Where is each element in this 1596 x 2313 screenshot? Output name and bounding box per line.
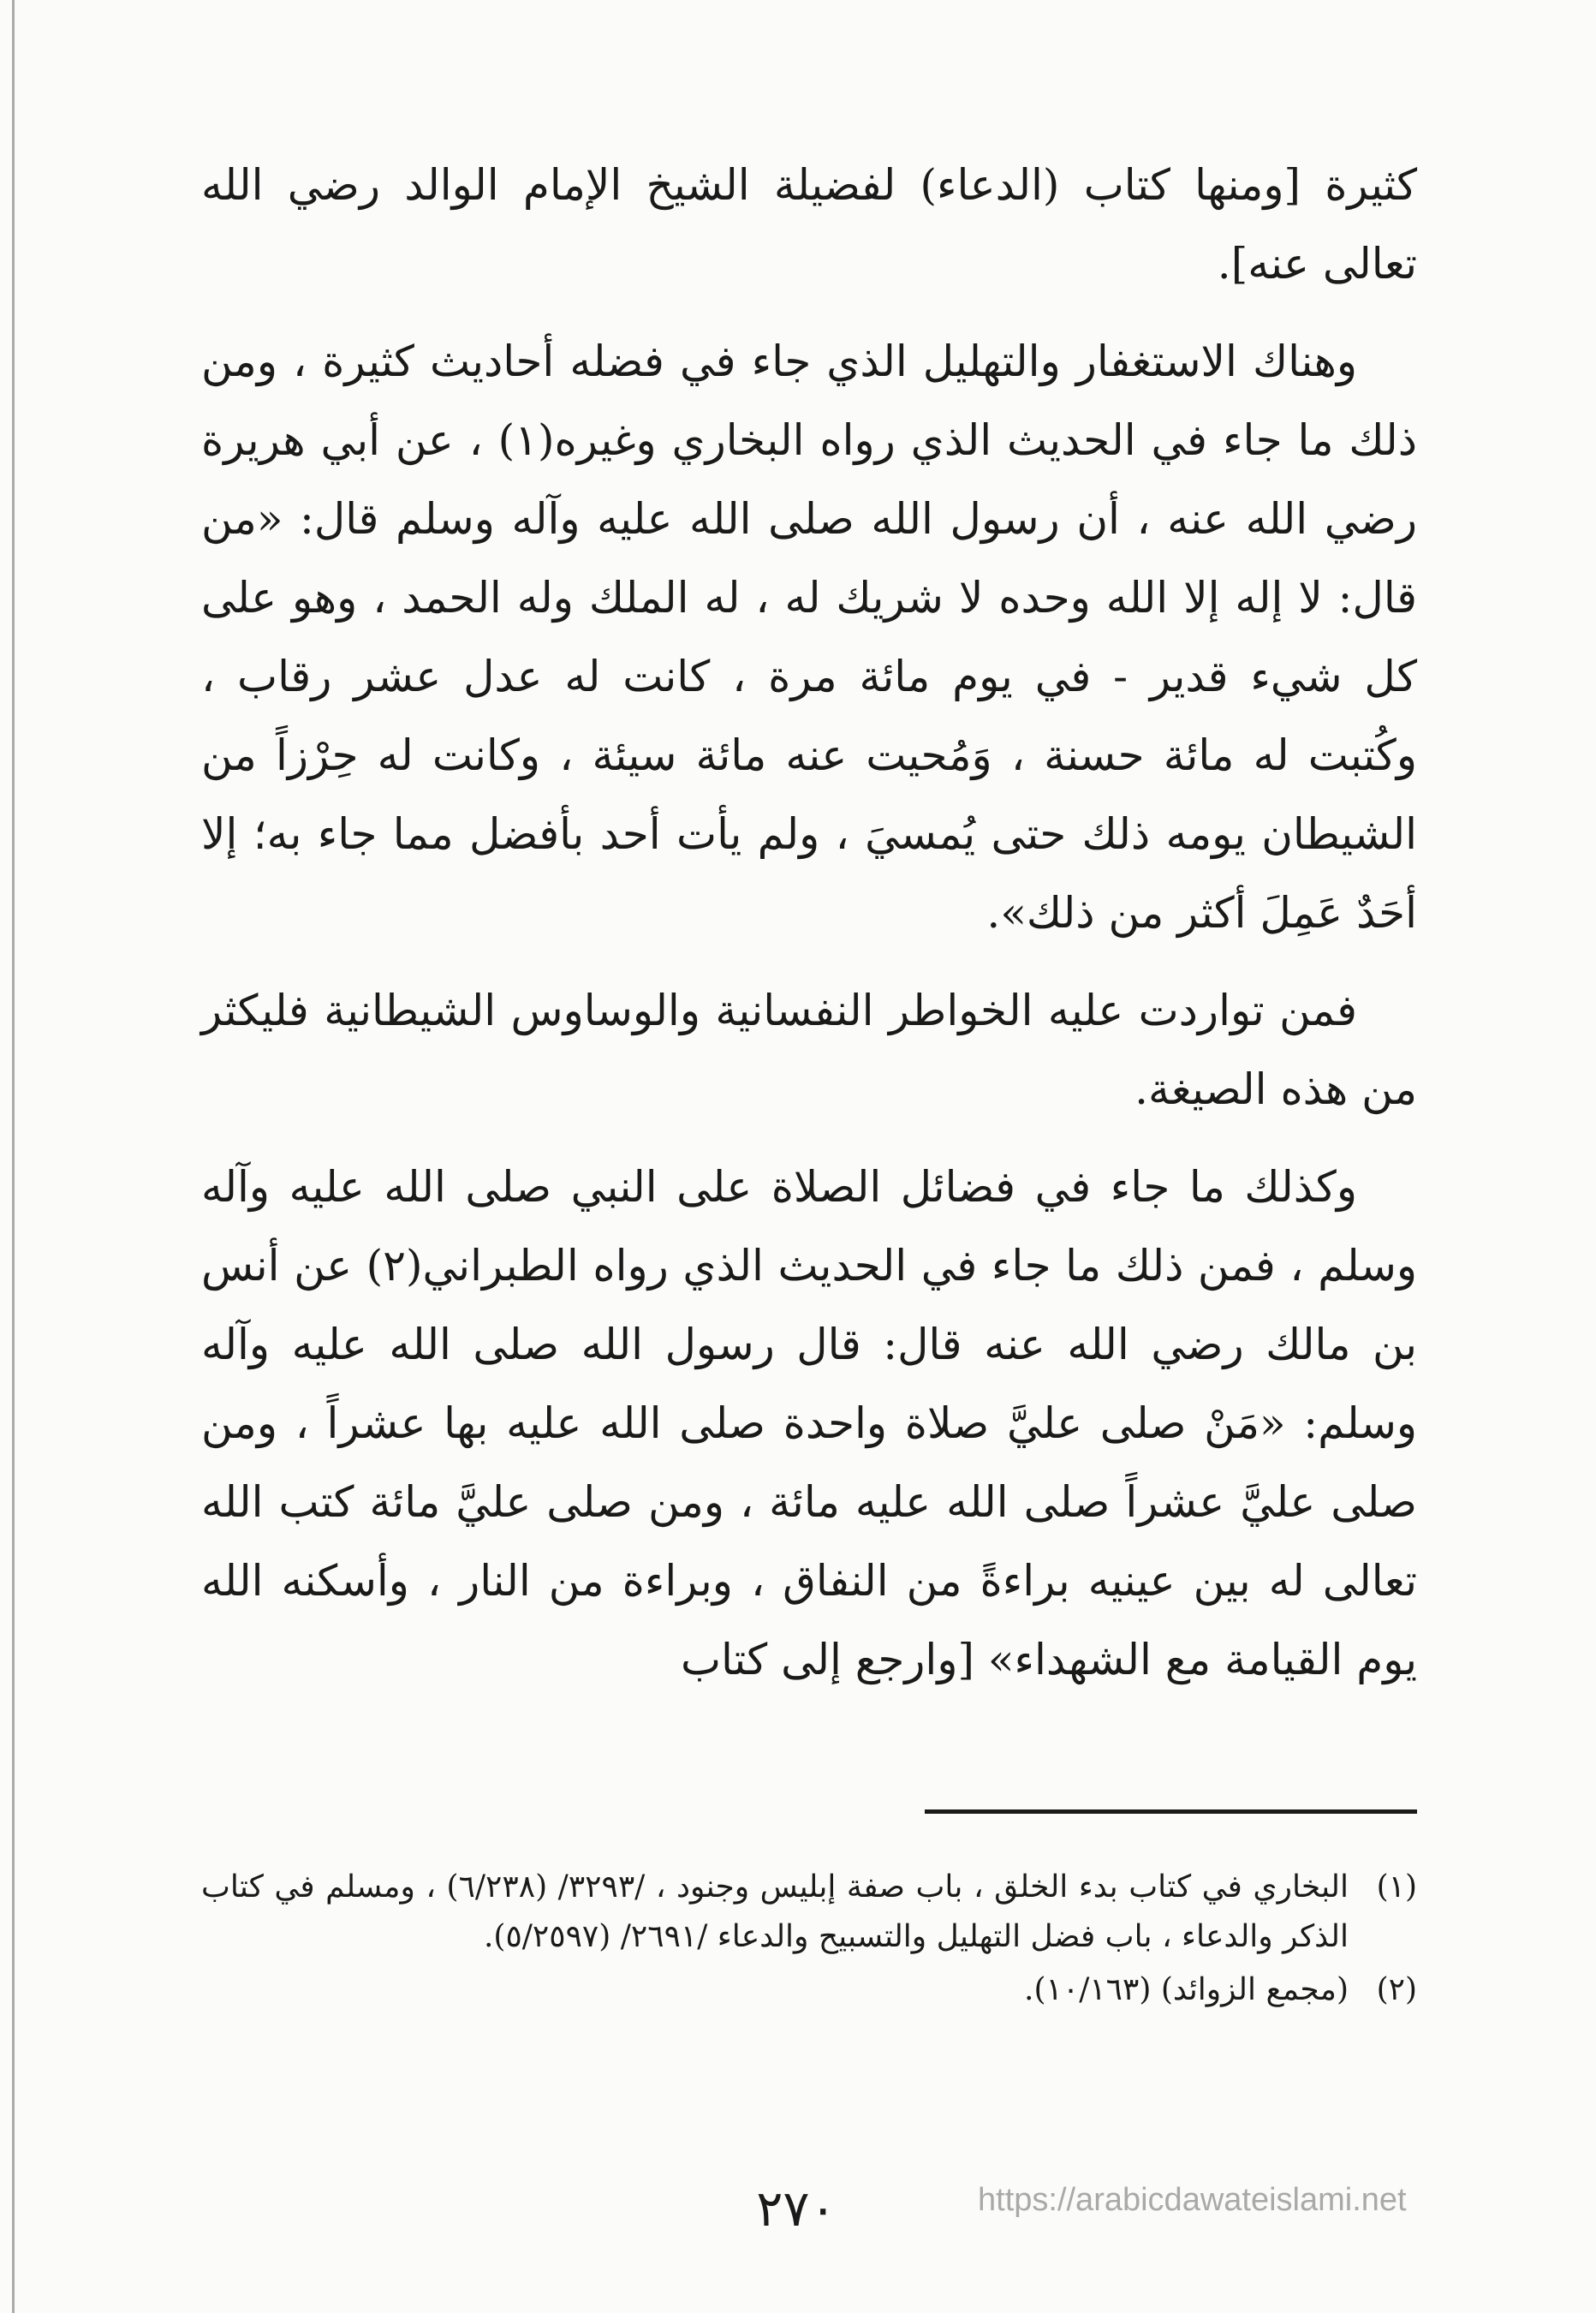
footnotes [201, 1863, 1417, 2018]
footnote-number: (٢) [1376, 1972, 1417, 2007]
paragraph-1 [201, 146, 1417, 303]
paragraph-text: وهناك الاستغفار والتهليل الذي جاء في فضله أحاديث كثيرة ، ومن ذلك ما جاء في الحديث الذي رواه البخاري وغيره(١) ، عن أبي هريرة رضي الله عنه ، أن رسول الله صلى الله عليه وآله وسلم قال: «من قال: لا إله إلا الله وحده لا شريك له ، له الملك وله الحمد ، وهو على كل شيء قدير - في يوم مائة مرة ، كانت له عدل عشر رقاب ، وكُتبت له مائة حسنة ، وَمُحيت عنه مائة سيئة ، وكانت له حِرْزاً من الشيطان يومه ذلك حتى يُمسيَ ، ولم يأت أحد بأفضل مما جاء به؛ إلا أحَدٌ عَمِلَ أكثر من ذلك». [201, 337, 1417, 938]
paragraph-3 [201, 971, 1417, 1129]
main-text [201, 146, 1417, 1699]
paragraph-text: وكذلك ما جاء في فضائل الصلاة على النبي صلى الله عليه وآله وسلم ، فمن ذلك ما جاء في الحديث الذي رواه الطبراني(٢) عن أنس بن مالك رضي الله عنه قال: قال رسول الله صلى الله عليه وآله وسلم: «مَنْ صلى عليَّ صلاة واحدة صلى الله عليه بها عشراً ، ومن صلى عليَّ عشراً صلى الله عليه مائة ، ومن صلى عليَّ مائة كتب الله تعالى له بين عينيه براءةً من النفاق ، وبراءة من النار ، وأسكنه الله يوم القيامة مع الشهداء» [وارجع إلى كتاب [201, 1162, 1417, 1684]
footnote-text: (مجمع الزوائد) (١٠/١٦٣). [1024, 1972, 1349, 2007]
watermark-url: https://arabicdawateislami.net [978, 2182, 1407, 2218]
footnote-1 [201, 1863, 1417, 1962]
paragraph-text: فمن تواردت عليه الخواطر النفسانية والوساوس الشيطانية فليكثر من هذه الصيغة. [201, 986, 1417, 1114]
footnote-2 [201, 1965, 1417, 2015]
page-number: ٢٧٠ [756, 2179, 837, 2238]
footnote-number: (١) [1376, 1869, 1417, 1905]
paragraph-text: كثيرة [ومنها كتاب (الدعاء) لفضيلة الشيخ الإمام الوالد رضي الله تعالى عنه]. [201, 160, 1417, 289]
footnote-text: البخاري في كتاب بدء الخلق ، باب صفة إبليس وجنود ، /٣٢٩٣/ (٦/٢٣٨) ، ومسلم في كتاب الذكر والدعاء ، باب فضل التهليل والتسبيح والدعاء /٢٦٩١/ (٥/٢٥٩٧). [201, 1869, 1349, 1954]
binding-edge [12, 0, 15, 2313]
paragraph-2 [201, 322, 1417, 952]
footnote-separator [925, 1809, 1417, 1814]
paragraph-4 [201, 1148, 1417, 1699]
